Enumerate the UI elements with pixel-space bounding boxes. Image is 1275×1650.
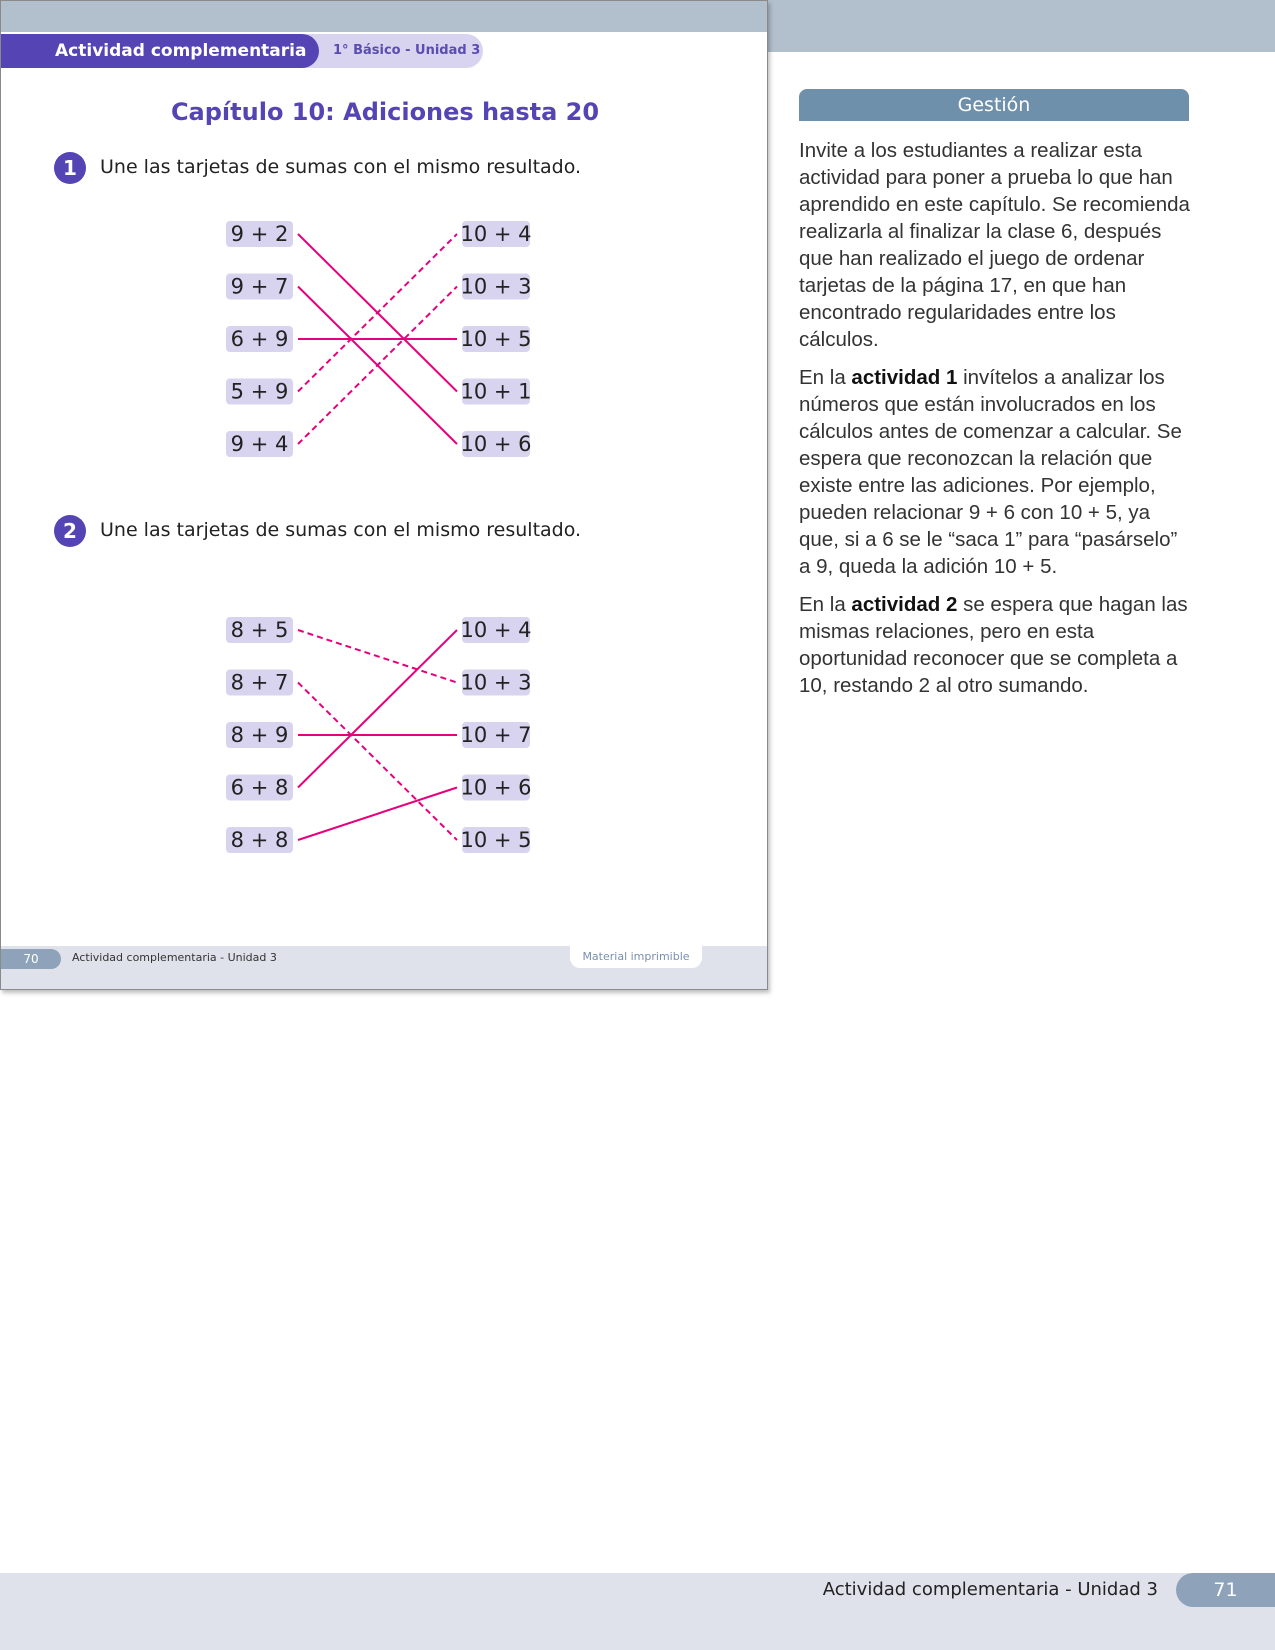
printable-page [0,0,768,990]
ex2-left-card-2 [226,670,293,696]
ex2-right-card-label-2: 10 + 3 [460,670,532,695]
ex2-right-card-3 [460,722,531,748]
ex2-right-card-label-5: 10 + 5 [460,828,532,852]
ex2-right-card-5 [460,827,531,853]
gestion-p3-highlight: actividad 2 [851,593,958,616]
ex2-connection-line-5 [298,788,457,841]
ex2-left-card-4 [226,775,293,801]
gestion-p3-body: se espera que hagan las mismas relaciones, pero en esta oportunidad reconocer que se completa a 10, restando 2 al otro sumando. [799,593,1188,697]
ex2-left-card-1 [226,617,293,643]
ex1-left-card-5 [226,431,293,457]
gestion-paragraph-3 [799,591,1194,699]
gestion-p2-highlight: actividad 1 [851,366,958,389]
gestion-header: Gestión [799,89,1189,121]
ex2-connection-line-2 [298,683,457,841]
chapter-title: Capítulo 10: Adiciones hasta 20 [170,98,600,126]
section-header: Actividad complementaria [1,34,319,68]
top-band [768,0,1275,52]
ex1-right-card-2 [460,274,531,300]
exercise-1-number: 1 [54,152,86,184]
ex2-left-card-label-4: 6 + 8 [230,775,289,800]
ex1-right-card-5 [460,431,531,457]
printable-material-tag: Material imprimible [570,946,702,968]
ex2-right-card-label-4: 10 + 6 [460,775,532,800]
exercise-2-number: 2 [54,515,86,547]
ex2-right-card-2 [460,670,531,696]
ex1-right-card-1 [460,221,531,247]
ex2-right-card-label-3: 10 + 7 [460,723,532,747]
ex1-left-card-label-2: 9 + 7 [230,274,289,299]
ex2-left-card-5 [226,827,293,853]
ex1-right-card-label-5: 10 + 6 [460,432,532,456]
gestion-paragraph-2 [799,364,1194,580]
ex2-left-card-3 [226,722,293,748]
ex2-connection-line-1 [298,630,457,683]
ex2-right-card-4 [460,775,531,801]
ex1-left-card-3 [226,326,293,352]
footer-text: Actividad complementaria - Unidad 3 [72,951,277,964]
gestion-p2-intro: En la [799,366,852,389]
ex1-left-card-label-3: 6 + 9 [230,327,289,351]
ex1-left-card-label-5: 9 + 4 [230,432,289,456]
ex2-right-card-label-1: 10 + 4 [460,618,532,642]
ex1-left-card-label-1: 9 + 2 [230,222,289,246]
gestion-text [799,137,1194,710]
ex2-left-card-label-3: 8 + 9 [230,723,289,747]
ex1-left-card-2 [226,274,293,300]
ex2-left-card-label-2: 8 + 7 [230,670,289,695]
footer-page-number: 70 [1,949,61,969]
ex1-right-card-3 [460,326,531,352]
ex1-left-card-4 [226,379,293,405]
exercise-2-instruction: Une las tarjetas de sumas con el mismo resultado. [100,519,582,541]
ex1-right-card-label-1: 10 + 4 [460,222,532,246]
ex1-right-card-label-3: 10 + 5 [460,327,532,351]
ex1-right-card-label-2: 10 + 3 [460,274,532,299]
matching-exercises [1,1,768,990]
grade-unit-label: 1° Básico - Unidad 3 [291,34,483,68]
exercise-1-instruction: Une las tarjetas de sumas con el mismo resultado. [100,156,582,178]
ex1-left-card-1 [226,221,293,247]
bottom-page-number: 71 [1176,1573,1275,1607]
ex2-right-card-1 [460,617,531,643]
ex2-connection-line-4 [298,630,457,788]
bottom-footer-text: Actividad complementaria - Unidad 3 [822,1579,1158,1600]
ex1-right-card-4 [460,379,531,405]
ex2-left-card-label-5: 8 + 8 [230,828,289,852]
ex2-left-card-label-1: 8 + 5 [230,618,289,642]
ex1-left-card-label-4: 5 + 9 [230,379,289,404]
ex1-right-card-label-4: 10 + 1 [460,379,532,404]
gestion-p3-intro: En la [799,593,852,616]
gestion-p2-body: invítelos a analizar los números que están involucrados en los cálculos antes de comenzar a calcular. Se espera que reconozcan la relación que existe entre las adiciones. Por ejemplo, pueden relacionar 9 + 6 con 10 + 5, ya que, si a 6 se le “saca 1” para “pasárselo” a 9, queda la adición 10 + 5. [799,366,1182,578]
gestion-paragraph-1: Invite a los estudiantes a realizar esta actividad para poner a prueba lo que han aprendido en este capítulo. Se recomienda realizarla al finalizar la clase 6, después que han realizado el juego de ordenar tarjetas de la página 17, en que han encontrado regularidades entre los cálculos. [799,139,1190,351]
